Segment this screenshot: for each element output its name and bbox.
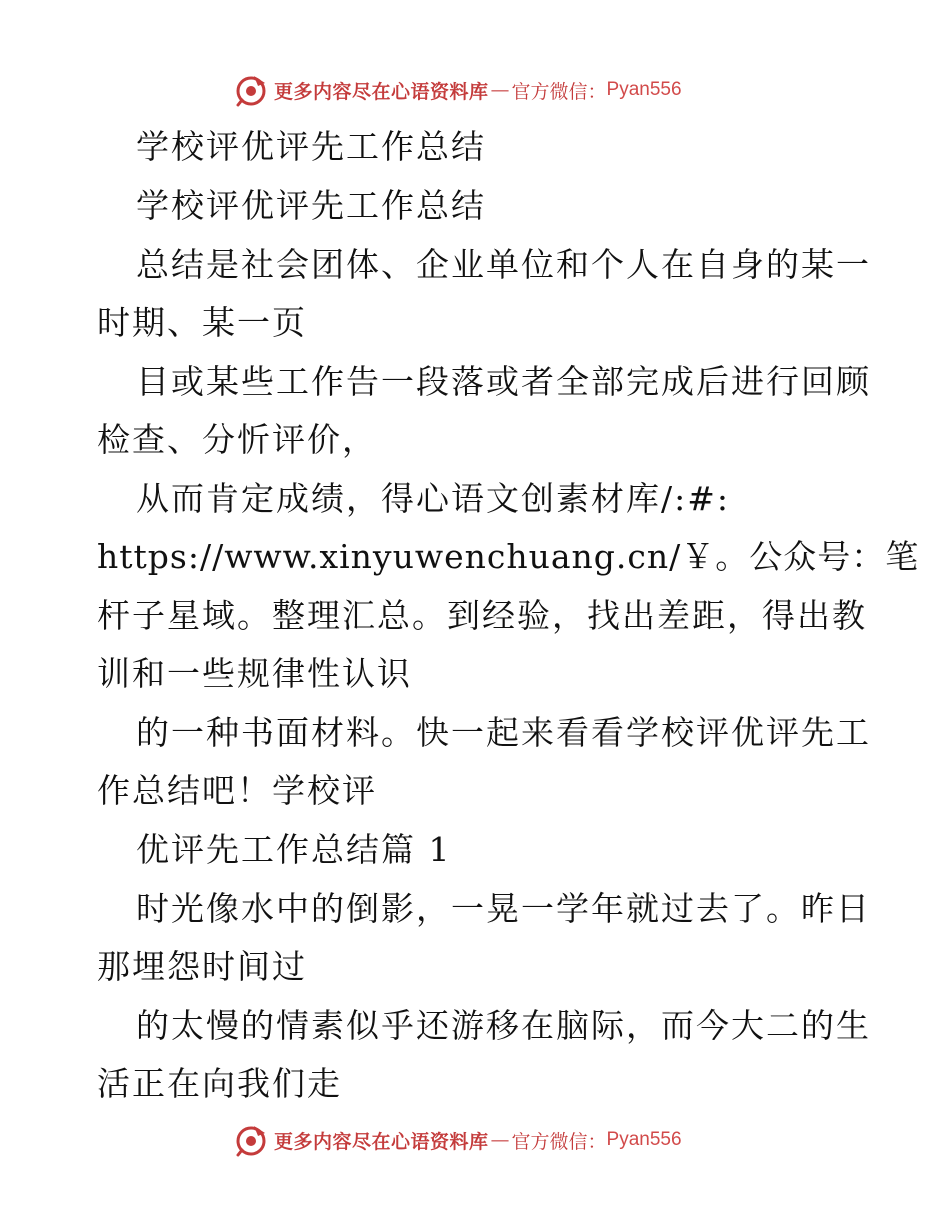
banner-slogan: 更多内容尽在心语资料库 [274, 1130, 489, 1153]
paragraph-line: 检查、分忻评价， [97, 420, 377, 459]
paragraph-line: 从而肯定成绩，得心语文创素材库/:#: [136, 479, 731, 518]
paragraph-line: 作总结吧！学校评 [97, 771, 377, 810]
footer-banner [234, 1120, 682, 1160]
paragraph-line-url: https://www.xinyuwenchuang.cn/￥。公众号：笔 [97, 537, 920, 576]
paragraph-line: 杆子星域。整理汇总。到经验，找出差距，得出教 [97, 596, 867, 635]
paragraph-line: 那埋怨时间过 [97, 947, 307, 986]
paragraph-line: 时光像水中的倒影，一晃一学年就过去了。昨日 [136, 889, 871, 928]
banner-slogan: 更多内容尽在心语资料库 [274, 80, 489, 103]
banner-official-label: 官方微信： [511, 1130, 607, 1153]
document-title: 学校评优评先工作总结 [136, 127, 486, 166]
paragraph-line: 的一种书面材料。快一起来看看学校评优评先工 [136, 713, 871, 752]
paragraph-line: 总结是社会团体、企业单位和个人在自身的某一 [136, 245, 871, 284]
banner-dash: — [490, 79, 510, 101]
paragraph-line: 训和一些规律性认识 [97, 654, 412, 693]
brush-pen-logo-icon [234, 1123, 268, 1157]
banner-wechat-id: Pyan556 [606, 79, 682, 100]
banner-official-label: 官方微信： [511, 80, 607, 103]
header-banner [234, 70, 682, 110]
document-subtitle: 学校评优评先工作总结 [136, 186, 486, 225]
brush-pen-logo-icon [234, 73, 268, 107]
paragraph-line: 的太慢的情素似乎还游移在脑际，而今大二的生 [136, 1006, 871, 1045]
banner-dash: — [490, 1129, 510, 1151]
paragraph-line: 目或某些工作告一段落或者全部完成后进行回顾 [136, 362, 871, 401]
section-heading: 优评先工作总结篇 1 [136, 830, 452, 869]
banner-wechat-id: Pyan556 [606, 1129, 682, 1150]
paragraph-line: 活正在向我们走 [97, 1064, 342, 1103]
paragraph-line: 时期、某一页 [97, 303, 307, 342]
